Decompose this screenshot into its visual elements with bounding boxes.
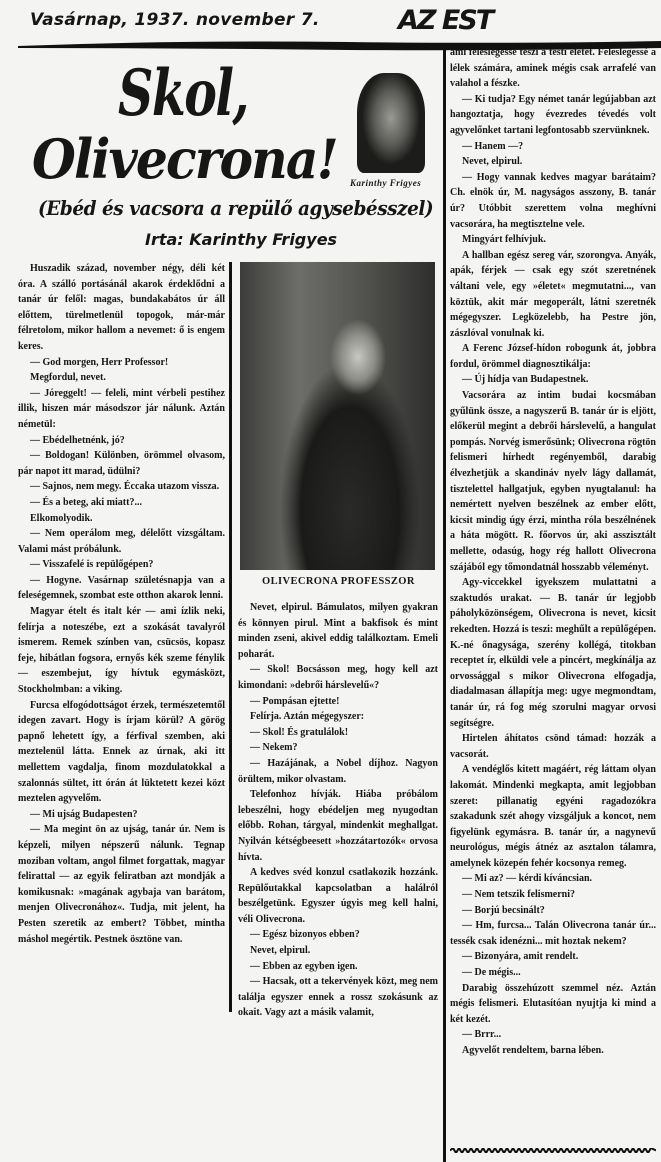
article-paragraph: — Ma megint ön az ujság, tanár úr. Nem is képzeli, milyen népszerű nálunk. Tegnap moziban voltam, angol filmet forgattak, magyar felirattal — az egyik feliratban azt mondják a komikusnak: »magának agybaja van barátom, menjen Olivecronához«. Tudja, mit jelent, ha Pesten szeretik az embert? Többet, mintha máshol megértik. Pestnek ösztöne van. (18, 824, 225, 945)
photo-caption: OLIVECRONA PROFESSZOR (262, 576, 415, 587)
article-paragraph: Agyvelőt rendeltem, barna lében. (462, 1045, 604, 1056)
article-paragraph: — Mi az? — kérdi kíváncsian. (462, 873, 593, 885)
article-paragraph: — Bizonyára, amit rendelt. (462, 951, 579, 963)
issue-date: Vasárnap, 1937. november 7. (30, 10, 320, 30)
article-paragraph: — Skol! És gratulálok! (250, 726, 349, 738)
article-paragraph: A vendéglős kitett magáért, rég láttam olyan lakomát. Mindenki megkapta, amit legjobban szeret: pillanatig egyéni ragadozókra szakadunk szét ahogy vizsgáljuk a koncot, nem figyelünk egymásra. B. tanár úr, a nagynevű neurológus, mégis átnéz az asztalon tálamra, amelynek közepén fehér kocsonya remeg. (450, 764, 656, 869)
article-paragraph: A hallban egész sereg vár, szorongva. Anyák, apák, férjek — csak egy szót szeretnének váltani vele, egy »életet« megmutatni..., van köztük, akit már megoperált, látni szeretnék mégegyszer. Legközelebb, ha Pestre jön, zászlóval vonulnak ki. (450, 249, 656, 339)
article-paragraph: — Új hídja van Budapestnek. (462, 374, 589, 386)
article-paragraph: Furcsa elfogódottságot érzek, természetemtől idegen zavart. Hogy is írjam körül? A görög papnő lehetett így, a férfival szemben, aki meztelenül látta. Ennek az úrnak, aki itt mellettem vagdalja, finom mozdulatokkal a szalonnás sültet, itt órán át lüktetett kezei közt meztelen agyvelőm. (18, 699, 225, 805)
article-paragraph: Elkomolyodik. (30, 512, 93, 524)
author-portrait (357, 73, 425, 173)
article-paragraph: — Pompásan ejtette! (250, 695, 340, 707)
article-paragraph: — Ebédelhetnénk, jó? (30, 434, 125, 446)
article-paragraph: A kedves svéd konzul csatlakozik hozzánk. Repülőutakkal kapcsolatban a halálról beszélgetünk. Egyszer úgyis meg kell halni, véli Olivecrona. (238, 867, 438, 925)
article-paragraph: — Nem tetszik felismerni? (462, 889, 576, 901)
article-paragraph: — Brrr... (462, 1029, 502, 1041)
article-paragraph: — Nekem? (250, 742, 298, 754)
article-paragraph: — Boldogan! Különben, örömmel olvasom, pár napot itt marad, üdülni? (18, 450, 225, 477)
article-paragraph: — Ki tudja? Egy német tanár legújabban azt hangoztatja, hogy évezredes tévedés volt agyvelőnket tartani legfontosabb szervünknek. (450, 93, 656, 136)
column-divider (229, 262, 232, 1012)
newspaper-logo: AZ EST (398, 5, 493, 36)
article-paragraph: — De mégis... (462, 967, 521, 979)
byline: Irta: Karinthy Frigyes (145, 230, 338, 249)
professor-photo (240, 262, 435, 570)
article-paragraph: ami feleslegessé teszi a testi életet. Feleslegessé a lélek számára, aminek mégis csak arrafelé van valahol a fészke. (450, 47, 656, 90)
article-paragraph: Nevet, elpirul. (462, 156, 523, 168)
article-paragraph: — Visszafelé is repülőgépen? (30, 559, 154, 571)
article-column-2 (238, 600, 438, 1021)
headline-line-1: Skol, (118, 56, 248, 131)
article-paragraph: Magyar ételt és italt kér — ami ízlik neki, felírja a noteszébe, ezt a szokását tavalyról ismerem. Remek színben van, csücsös, kopasz feje, hibátlan fogsora, ernyős kék szeme fénylik — eszembejut, így hívtuk egymásközt, Stockholmban: a viking. (18, 606, 225, 696)
headline-line-2: Olivecrona! (32, 127, 337, 191)
article-paragraph: Telefonhoz hívják. Hiába próbálom lebeszélni, hogy ebédeljen meg nyugodtan előbb. Rohan, tárgyal, mindenkit meghallgat. Nyilván kétségbeesett »hozzátartozók« orvosa hívta. (238, 789, 438, 863)
article-paragraph: — Hacsak, ott a tekervények közt, meg nem találja egyszer ennek a rossz szokásunk az okait. Vagy azt a másik valamit, (238, 976, 438, 1019)
article-paragraph: Huszadik század, november négy, déli két óra. A szálló portásánál akarok érdeklődni a tanár úr felől: magas, bundakabátos úr áll előttem, türelmetlenül topogok, már-már félretolom, mikor hallom a nevemet: ő is engem keres. (18, 263, 225, 352)
article-paragraph: — Hogyne. Vasárnap születésnapja van a feleségemnek, szombat este otthon akarok lenni. (18, 574, 225, 602)
article-paragraph: — God morgen, Herr Professor! (30, 356, 169, 368)
article-paragraph: Mingyárt felhívjuk. (462, 234, 546, 246)
end-of-article-rule (450, 1148, 656, 1153)
article-paragraph: Agy-viccekkel igyekszem mulattatni a szaktudós urakat. — B. tanár úr legjobb páholyközönségem, Olivecrona is nevet, kicsit rekedten. Hozzá is teszi: meghűlt a repülőgépen. K.-né őnagysága, szerény kollégá, titokban receptet ír, elküldi vele a pincért, megkínálja az orvossággal s mikor Olivecrona elfogadja, diadalmasan állapítja meg: ugye megmondtam, tanár úr, rá fog még szorulni magyar orvosi segítségre. (450, 577, 656, 729)
article-paragraph: — Nem operálom meg, délelőtt vizsgáltam. Valami mást próbálunk. (18, 528, 225, 555)
article-paragraph: — És a beteg, aki miatt?... (30, 496, 142, 508)
article-paragraph: — Sajnos, nem megy. Éccaka utazom vissza. (30, 481, 220, 493)
article-column-1 (18, 261, 225, 947)
article-paragraph: — Mi ujság Budapesten? (30, 808, 138, 820)
article-paragraph: Vacsorára az intim budai kocsmában gyűlünk össze, a nagyszerű B. tanár úr is eljött, előkerül megint a debrői hárslevelű, a hangulat pompás. Norvég ismerősünk; Olivecrona rögtön felismeri hírhedt regényemből, darabig élvezhetjük a skandináv nyelv lágy dallamát, tisztelettel hallgatjuk, egyben nyugtalanul: ha nemértett nyelven beszélnek az ember előtt, kicsit mindig úgy érzi, mintha róla beszélnének a háta mögött. R. főorvos úr, aki asszisztált mellette, odasúg, hogy rég hallott Olivecrona szájából egy tőmondatnál hosszabb véleményt. (450, 390, 656, 573)
article-paragraph: — Hogy vannak kedves magyar barátaim? Ch. elnök úr, M. nagyságos asszony, B. tanár úr? Utóbbit szerettem volna meghívni vacsorára, ha megtisztelne vele. (450, 171, 656, 230)
column-divider (443, 48, 446, 1162)
article-paragraph: A Ferenc József-hídon robogunk át, jobbra fordul, örömmel diagnosztikálja: (450, 343, 656, 370)
article-paragraph: Megfordul, nevet. (30, 372, 106, 384)
article-paragraph: — Skol! Bocsásson meg, hogy kell azt kimondani: »debrői hárslevelű«? (238, 664, 438, 691)
article-paragraph: Hirtelen áhítatos csönd támad: hozzák a vacsorát. (450, 733, 656, 760)
article-column-3 (450, 45, 656, 1059)
article-paragraph: — Hanem —? (462, 140, 524, 152)
subheadline: (Ebéd és vacsora a repülő agysebésszel) (38, 196, 434, 220)
article-paragraph: Nevet, elpirul. Bámulatos, milyen gyakran és könnyen pirul. Mint a bakfisok és mint minden zseni, akivel eddig találkoztam. Emeli poharát. (238, 602, 438, 660)
article-paragraph: Darabig összehúzott szemmel néz. Aztán mégis felismeri. Elutasítóan nyujtja ki mind a két kezét. (450, 982, 656, 1025)
article-paragraph: — Ebben az egyben igen. (250, 960, 358, 972)
article-paragraph: — Hazájának, a Nobel díjhoz. Nagyon örültem, mikor olvastam. (238, 757, 438, 785)
article-paragraph: — Borjú becsinált? (462, 904, 545, 916)
article-paragraph: — Egész bizonyos ebben? (250, 929, 360, 941)
article-paragraph: — Hm, furcsa... Talán Olivecrona tanár úr... tessék csak idenézni... mit hoztak nekem? (450, 920, 656, 947)
portrait-caption: Karinthy Frigyes (350, 178, 422, 188)
article-paragraph: Nevet, elpirul. (250, 945, 311, 957)
article-paragraph: Felírja. Aztán mégegyszer: (250, 711, 365, 723)
article-paragraph: — Jóreggelt! — feleli, mint vérbeli pestihez illik, hiszen már másodszor jár nálunk. Aztán németül: (18, 387, 225, 430)
